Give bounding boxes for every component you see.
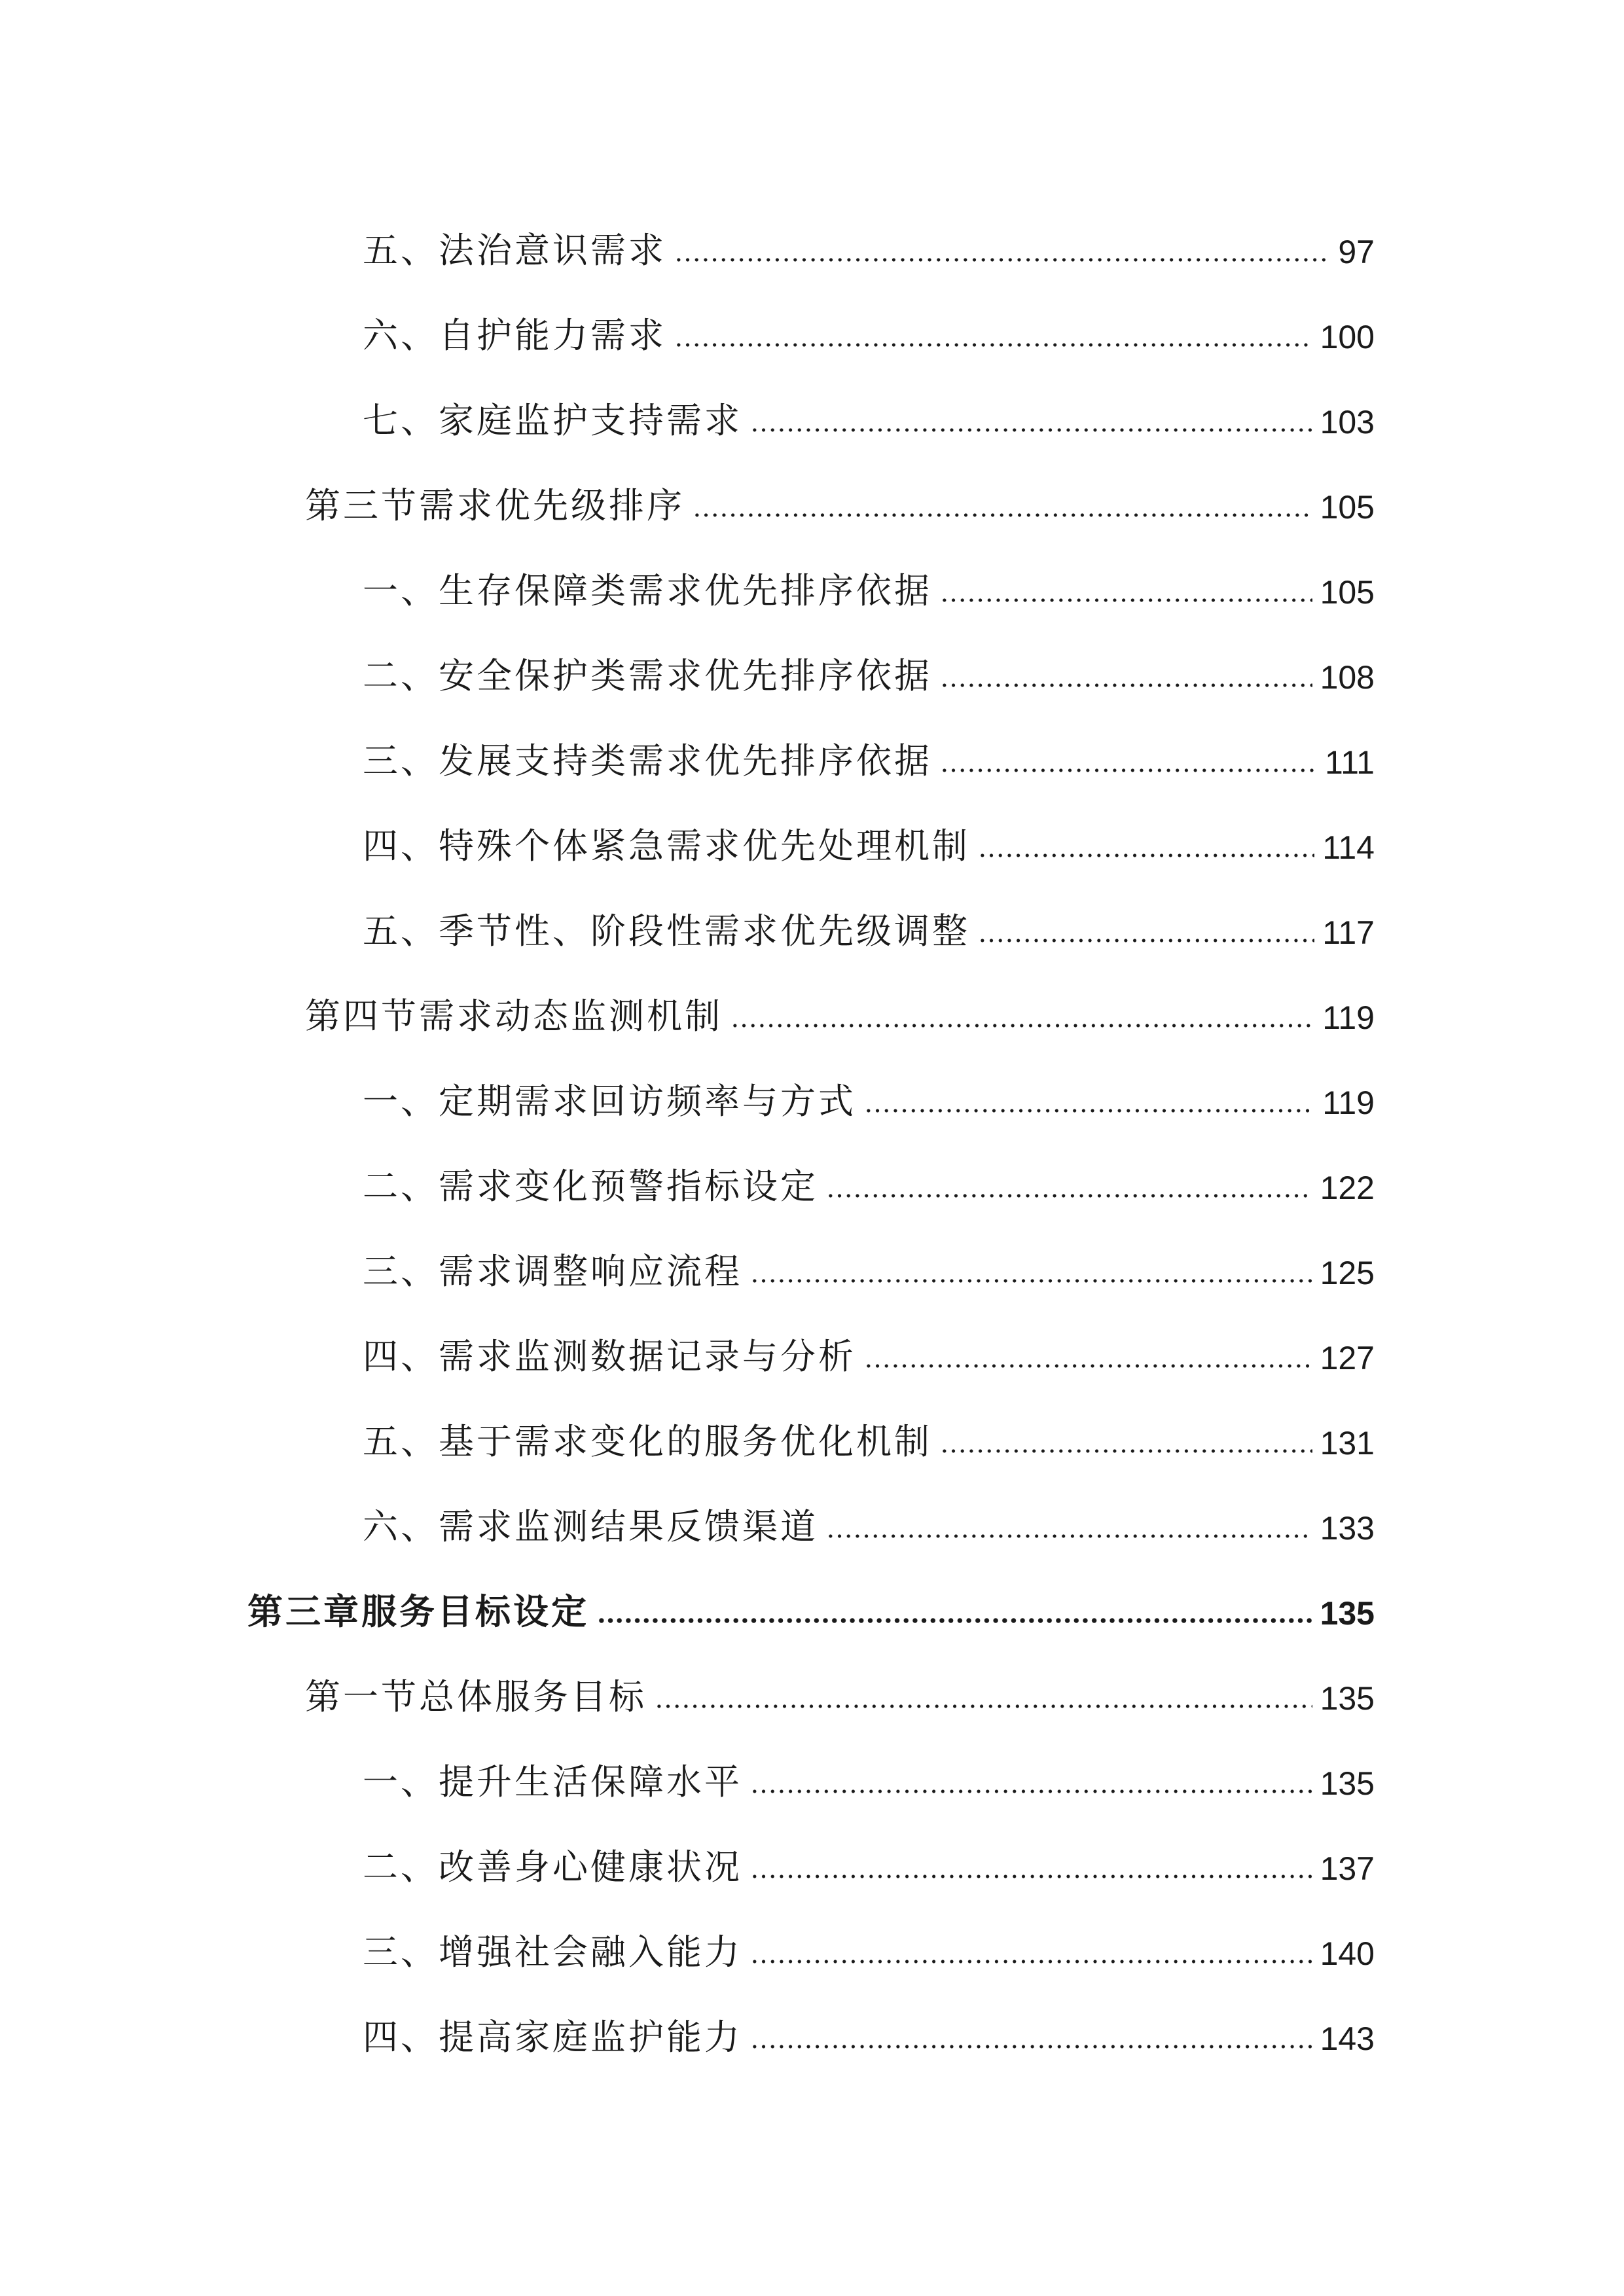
toc-entry-title: 二、需求变化预警指标设定 — [363, 1166, 818, 1207]
toc-entry[interactable] — [363, 550, 1375, 609]
toc-dot-leader — [655, 1704, 1312, 1708]
toc-entry-page: 119 — [1322, 1085, 1375, 1121]
toc-entry-page: 143 — [1320, 2020, 1375, 2057]
toc-entry[interactable] — [363, 720, 1375, 779]
toc-entry[interactable] — [363, 1996, 1375, 2058]
toc-entry-chapter[interactable] — [247, 1571, 1375, 1630]
toc-dot-leader — [674, 258, 1330, 262]
toc-entry-page: 111 — [1324, 744, 1375, 781]
toc-entry-page: 119 — [1322, 999, 1375, 1036]
toc-entry-title: 二、改善身心健康状况 — [363, 1846, 742, 1888]
toc-entry[interactable] — [363, 380, 1375, 439]
toc-entry[interactable] — [363, 1741, 1375, 1803]
toc-entry-title: 五、法治意识需求 — [363, 230, 666, 271]
toc-entry-page: 105 — [1320, 489, 1375, 526]
toc-entry-title: 三、需求调整响应流程 — [363, 1251, 742, 1292]
toc-dot-leader — [826, 1194, 1312, 1198]
toc-dot-leader — [693, 513, 1312, 517]
toc-entry-title: 第四节需求动态监测机制 — [305, 996, 723, 1037]
toc-entry-title: 一、提升生活保障水平 — [363, 1761, 742, 1803]
toc-entry-title: 六、需求监测结果反馈渠道 — [363, 1506, 818, 1547]
toc-entry-page: 114 — [1322, 829, 1375, 866]
toc-entry-title: 二、安全保护类需求优先排序依据 — [363, 655, 932, 696]
toc-entry-section[interactable] — [305, 975, 1375, 1037]
toc-entry-page: 105 — [1320, 574, 1375, 611]
toc-dot-leader — [940, 598, 1312, 602]
toc-entry-section[interactable] — [305, 1656, 1375, 1715]
toc-dot-leader — [864, 1109, 1314, 1113]
toc-entry[interactable] — [363, 1911, 1375, 1973]
toc-entry-title: 三、增强社会融入能力 — [363, 1931, 742, 1973]
toc-dot-leader — [750, 2045, 1312, 2049]
toc-entry-title: 四、提高家庭监护能力 — [363, 2017, 742, 2058]
toc-dot-leader — [750, 1960, 1312, 1964]
toc-dot-leader — [940, 683, 1312, 687]
toc-entry-title: 五、基于需求变化的服务优化机制 — [363, 1421, 932, 1462]
toc-entry-section[interactable] — [305, 465, 1375, 524]
toc-entry[interactable] — [363, 805, 1375, 867]
toc-entry[interactable] — [363, 890, 1375, 952]
toc-entry[interactable] — [363, 295, 1375, 356]
toc-entry[interactable] — [363, 1145, 1375, 1207]
toc-entry-title: 第一节总体服务目标 — [305, 1676, 647, 1717]
toc-entry-page: 131 — [1320, 1425, 1375, 1462]
toc-dot-leader — [826, 1534, 1312, 1538]
toc-entry-page: 135 — [1320, 1765, 1375, 1802]
toc-entry-title: 四、特殊个体紧急需求优先处理机制 — [363, 825, 970, 867]
toc-entry[interactable] — [363, 1486, 1375, 1545]
toc-dot-leader — [750, 428, 1312, 432]
toc-entry-page: 125 — [1320, 1255, 1375, 1291]
toc-dot-leader — [597, 1618, 1312, 1623]
toc-entry-page: 97 — [1338, 234, 1375, 270]
toc-entry-page: 100 — [1320, 319, 1375, 355]
toc-entry-page: 135 — [1320, 1595, 1375, 1632]
toc-entry[interactable] — [363, 1316, 1375, 1377]
toc-entry-title: 五、季节性、阶段性需求优先级调整 — [363, 910, 970, 952]
toc-entry-title: 一、定期需求回访频率与方式 — [363, 1081, 856, 1122]
toc-entry-page: 117 — [1322, 914, 1375, 951]
toc-dot-leader — [978, 853, 1314, 857]
toc-entry-page: 108 — [1320, 659, 1375, 696]
toc-entry-page: 127 — [1320, 1340, 1375, 1376]
toc-dot-leader — [978, 939, 1314, 942]
toc-dot-leader — [674, 343, 1312, 347]
toc-dot-leader — [940, 768, 1317, 772]
toc-dot-leader — [940, 1449, 1312, 1453]
toc-entry-title: 第三节需求优先级排序 — [305, 485, 685, 526]
toc-entry-title: 三、发展支持类需求优先排序依据 — [363, 740, 932, 781]
toc-dot-leader — [750, 1874, 1312, 1878]
toc-entry-title: 一、生存保障类需求优先排序依据 — [363, 570, 932, 611]
toc-entry[interactable] — [363, 1826, 1375, 1888]
toc-dot-leader — [731, 1024, 1314, 1028]
toc-entry[interactable] — [363, 209, 1375, 271]
toc-dot-leader — [750, 1279, 1312, 1283]
toc-dot-leader — [864, 1364, 1312, 1368]
toc-entry[interactable] — [363, 1060, 1375, 1122]
toc-entry[interactable] — [363, 635, 1375, 694]
toc-dot-leader — [750, 1789, 1312, 1793]
toc-entry-page: 103 — [1320, 404, 1375, 440]
toc-entry-page: 135 — [1320, 1680, 1375, 1717]
toc-entry-title: 六、自护能力需求 — [363, 315, 666, 356]
toc-entry-page: 140 — [1320, 1935, 1375, 1972]
toc-entry-page: 137 — [1320, 1850, 1375, 1887]
toc-entry-title: 第三章服务目标设定 — [247, 1591, 589, 1632]
toc-entry[interactable] — [363, 1230, 1375, 1292]
toc-entry[interactable] — [363, 1401, 1375, 1460]
toc-entry-title: 七、家庭监护支持需求 — [363, 400, 742, 441]
toc-entry-title: 四、需求监测数据记录与分析 — [363, 1336, 856, 1377]
toc-entry-page: 133 — [1320, 1510, 1375, 1547]
toc-entry-page: 122 — [1320, 1170, 1375, 1206]
